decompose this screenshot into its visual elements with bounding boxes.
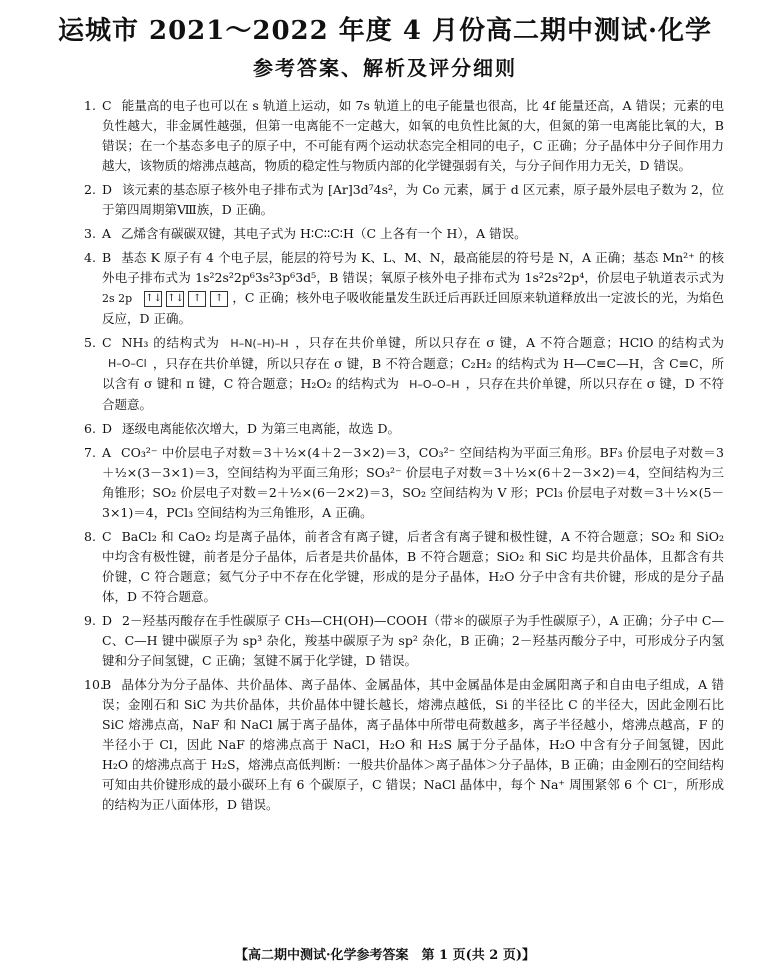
item-explanation: 晶体分为分子晶体、共价晶体、离子晶体、金属晶体，其中金属晶体是由金属阳离子和自由电子组成，A 错误；金刚石和 SiC 为共价晶体，共价晶体中键长越长，熔沸点越低，Si 的半径比 C 的半径大，因此金刚石比 SiC 熔沸点高，NaF 和 NaCl 属于离子晶体，离子晶体中所带电荷数越多，离子半径越小，熔沸点越高，F 的半径小于 Cl，因此 NaF 的熔沸点高于 NaCl，H₂O 和 H₂S 属于分子晶体，H₂O 中含有分子间氢键，因此 H₂O 的熔沸点高于 H₂S，熔沸点高低判断：一般共价晶体＞离子晶体＞分子晶体，B 正确；由金刚石的空间结构可知由共价键形成的最小碳环上有 6 个碳原子，C 错误；NaCl 晶体中，每个 Na⁺ 周围紧邻 6 个 Cl⁻，所形成的结构为正八面体形，D 错误。 — [102, 676, 724, 812]
answer-item-8 — [84, 527, 724, 607]
orbital-labels: 2s 2p — [102, 292, 133, 305]
page-title: 运城市 2021～2022 年度 4 月份高二期中测试·化学 — [57, 16, 713, 46]
item-number: 6. — [84, 420, 96, 436]
item-answer: B — [102, 676, 112, 692]
orbital-box: ↑ — [210, 291, 228, 307]
orbital-box: ↑ — [188, 291, 206, 307]
item-answer: A — [102, 444, 112, 460]
page-subtitle: 参考答案、解析及评分细则 — [253, 56, 517, 80]
item-answer: C — [102, 98, 112, 113]
nh3-structure: H–N(–H)–H — [230, 336, 289, 350]
item-explanation: 基态 K 原子有 4 个电子层，能层的符号为 K、L、M、N，最高能层的符号是 N，A 正确；基态 Mn²⁺ 的核外电子排布式为 1s²2s²2p⁶3s²3p⁶3d⁵，B 错误；氧原子核外电子排布式为 1s²2s²2p⁴，价层电子轨道表示式为 — [102, 250, 724, 285]
answer-item-3 — [84, 224, 724, 244]
item-number: 3. — [84, 226, 96, 241]
orbital-box: ↑↓ — [166, 291, 184, 307]
orbital-diagram — [144, 291, 228, 307]
orbital-box: ↑↓ — [144, 291, 162, 307]
item-number: 7. — [84, 444, 96, 460]
item-explanation: NH₃ 的结构式为 — [121, 335, 220, 350]
item-explanation-cont: ，只存在共价单键，所以只存在 σ 键，B 不符合题意；C₂H₂ 的结构式为 H—C≡C—H，含 C≡C，所以含有 σ 键和 π 键，C 符合题意；H₂O₂ 的结构式为 — [102, 355, 724, 391]
item-answer: B — [102, 250, 112, 265]
item-answer: A — [102, 226, 112, 241]
item-explanation-cont: ，只存在共价单键，所以只存在 σ 键，A 不符合题意；HClO 的结构式为 — [294, 335, 724, 350]
answer-item-10 — [84, 675, 724, 815]
item-number: 2. — [84, 182, 96, 197]
item-number: 9. — [84, 612, 96, 628]
item-explanation: 能量高的电子也可以在 s 轨道上运动，如 7s 轨道上的电子能量也很高，比 4f 能量还高，A 错误；元素的电负性越大，非金属性越强，但第一电离能不一定越大，如氧的电负性比氮的大，但氮的第一电离能比氧的大，B 错误；在一个基态多电子的原子中，不可能有两个运动状态完全相同的电子，C 正确；分子晶体中分子间作用力越大，该物质的熔沸点越高，物质的稳定性与物质内部的化学键强弱有关，与分子间作用力无关，D 错误。 — [102, 98, 724, 173]
item-answer: D — [102, 182, 113, 197]
item-explanation: 该元素的基态原子核外电子排布式为 [Ar]3d⁷4s²，为 Co 元素，属于 d 区元素，原子最外层电子数为 2，位于第四周期第Ⅷ族，D 正确。 — [102, 182, 724, 217]
item-explanation: BaCl₂ 和 CaO₂ 均是离子晶体，前者含有离子键，后者含有离子键和极性键，A 不符合题意；SO₂ 和 SiO₂ 中均含有极性键，前者是分子晶体，后者是共价晶体，B 不符合题意；SiO₂ 和 SiC 均是共价晶体，且都含有共价键，C 符合题意；氦气分子中不存在化学键，形成的是分子晶体，H₂O 分子中含有共价键，形成的是分子晶体，D 不符合题意。 — [102, 528, 724, 604]
answer-list — [84, 96, 724, 819]
answer-item-7 — [84, 443, 724, 523]
item-number: 1. — [84, 98, 96, 113]
answer-item-9 — [84, 611, 724, 671]
answer-item-1 — [84, 96, 724, 176]
item-answer: D — [102, 612, 113, 628]
answer-item-2 — [84, 180, 724, 220]
item-explanation-cont: ，只存在共价单键，所以只存在 σ 键，D 不符合题意。 — [102, 376, 724, 412]
item-explanation: CO₃²⁻ 中价层电子对数＝3＋½×(4＋2－3×2)＝3，CO₃²⁻ 空间结构为平面三角形。BF₃ 价层电子对数＝3＋½×(3－3×1)＝3，空间结构为平面三角形；SO₃²⁻ 价层电子对数＝3＋½×(6＋2－3×2)＝4，空间结构为三角锥形；SO₂ 价层电子对数＝2＋½×(6－2×2)＝3，SO₂ 空间结构为 V 形；PCl₃ 价层电子对数＝3＋½×(5－3×1)＝4，PCl₃ 空间结构为三角锥形，A 正确。 — [102, 444, 724, 520]
item-number: 10. — [84, 676, 104, 692]
item-answer: C — [102, 335, 112, 350]
answer-item-4 — [84, 248, 724, 329]
hclo-structure: H–O–Cl — [108, 357, 147, 370]
item-explanation: 乙烯含有碳碳双键，其电子式为 H∶C∶∶C∶H（C 上各有一个 H），A 错误。 — [121, 226, 527, 241]
page-footer: 【高二期中测试·化学参考答案 第 1 页(共 2 页)】 — [234, 948, 536, 963]
item-explanation-cont: ，C 正确；核外电子吸收能量发生跃迁后再跃迁回原来轨道释放出一定波长的光，为焰色反应，D 正确。 — [102, 290, 724, 326]
h2o2-structure: H–O–O–H — [409, 377, 460, 391]
item-answer: C — [102, 528, 112, 544]
item-number: 5. — [84, 335, 96, 350]
item-explanation: 逐级电离能依次增大，D 为第三电离能，故选 D。 — [122, 420, 401, 436]
item-explanation: 2－羟基丙酸存在手性碳原子 CH₃—CH(OH)—COOH（带＊的碳原子为手性碳原子），A 正确；分子中 C—C、C—H 键中碳原子为 sp³ 杂化，羧基中碳原子为 sp² 杂化，B 正确；2－羟基丙酸分子中，可形成分子内氢键和分子间氢键，C 正确；氢键不属于化学键，D 错误。 — [102, 612, 724, 668]
item-answer: D — [102, 420, 113, 436]
item-number: 4. — [84, 250, 96, 265]
item-number: 8. — [84, 528, 96, 544]
answer-item-6 — [84, 419, 724, 439]
answer-item-5 — [84, 333, 724, 415]
